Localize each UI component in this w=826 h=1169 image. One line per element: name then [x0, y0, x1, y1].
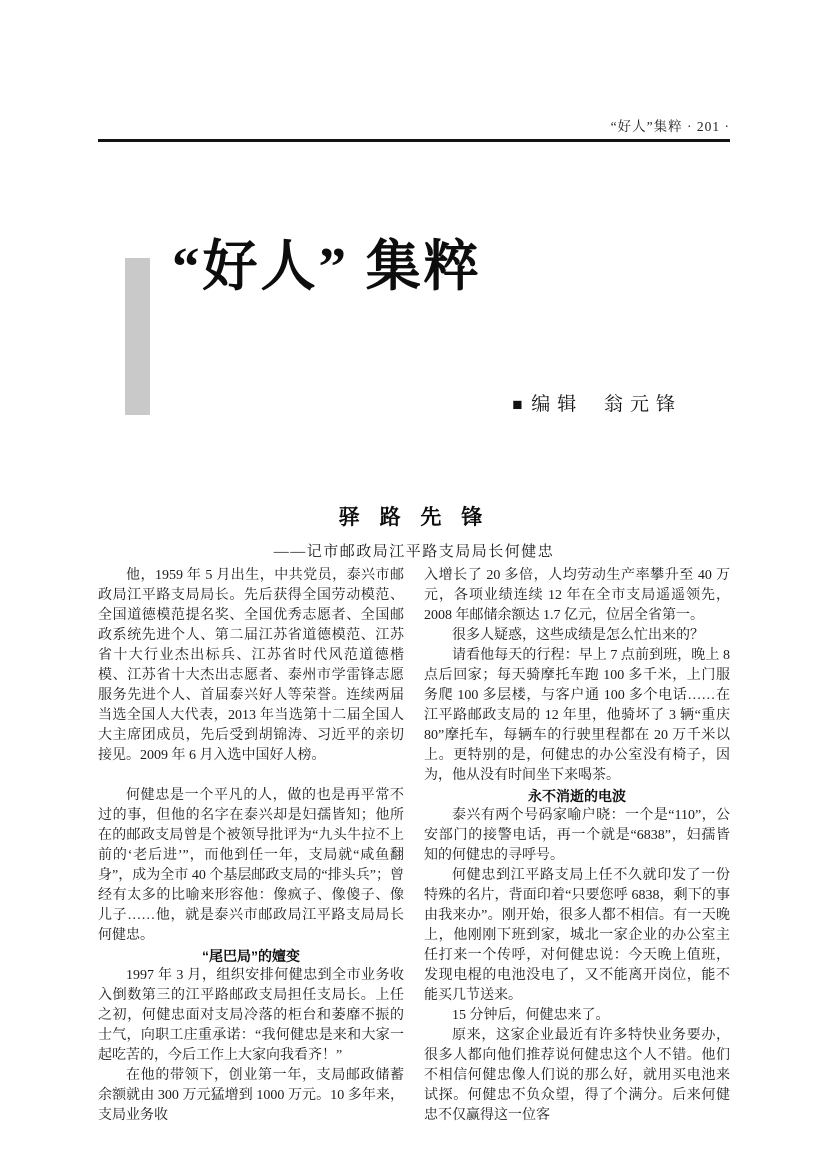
editor-name: 翁元锋	[603, 394, 682, 415]
article-subtitle: ——记市邮政局江平路支局局长何健忠	[273, 544, 555, 560]
accent-bar	[125, 258, 150, 415]
masthead	[98, 222, 730, 432]
article-header	[98, 501, 730, 561]
article-body	[98, 566, 730, 1126]
paragraph: 何健忠是一个平凡的人，做的也是再平常不过的事，但他的名字在泰兴却是妇孺皆知；他所在的邮政支局曾是个被领导批评为“九头牛拉不上前的‘老后进’”，而他到任一年，支局就“咸鱼翻身”，成为全市 40 个基层邮政支局的“排头兵”；曾经有太多的比喻来形容他：像疯子、像傻子、像儿子……他，就是泰兴市邮政局江平路支局局长何健忠。	[98, 788, 404, 943]
paragraph: 在他的带领下，创业第一年，支局邮政储蓄余额就由 300 万元猛增到 1000 万元。10 多年来，支局业务收	[98, 1068, 404, 1123]
article-title: 驿 路 先 锋	[338, 506, 490, 529]
section-heading: “尾巴局”的嬗变	[202, 948, 300, 964]
paragraph: 15 分钟后，何健忠来了。	[452, 1008, 610, 1023]
paragraph: 很多人疑惑，这些成绩是怎么忙出来的？	[452, 628, 704, 643]
section-heading: 永不消逝的电波	[528, 788, 626, 804]
header-rule	[98, 139, 730, 142]
paragraph: 原来，这家企业最近有许多特快业务要办，很多人都向他们推荐说何健忠这个人不错。他们不相信何健忠像人们说的那么好，就用买电池来试探。何健忠不负众望，得了个满分。后来何健忠不仅赢得这一位客	[424, 1028, 730, 1123]
paragraph: 入增长了 20 多倍，人均劳动生产率攀升至 40 万元，各项业绩连续 12 年在全市支局遥遥领先，2008 年邮储余额达 1.7 亿元，位居全省第一。	[424, 568, 730, 623]
paragraph: 他，1959 年 5 月出生，中共党员，泰兴市邮政局江平路支局局长。先后获得全国劳动模范、全国道德模范提名奖、全国优秀志愿者、全国邮政系统先进个人、第二届江苏省道德模范、江苏省十大行业杰出标兵、江苏省时代风范道德楷模、江苏省十大杰出志愿者、泰州市学雷锋志愿服务先进个人、首届泰兴好人等荣誉。连续两届当选全国人大代表，2013 年当选第十二届全国人大主席团成员，先后受到胡锦涛、习近平的亲切接见。2009 年 6 月入选中国好人榜。	[98, 568, 404, 763]
left-column	[98, 566, 404, 1126]
paragraph: 请看他每天的行程：早上 7 点前到班，晚上 8 点后回家；每天骑摩托车跑 100 多千米，上门服务爬 100 多层楼，与客户通 100 多个电话……在江平路邮政支局的 12 年里，他骑坏了 3 辆“重庆 80”摩托车，每辆车的行驶里程都在 20 万千米以上。更特别的是，何健忠的办公室没有椅子，因为，他从没有时间坐下来喝茶。	[424, 648, 730, 783]
running-header: “好人”集粹 · 201 ·	[610, 119, 730, 134]
paragraph: 1997 年 3 月，组织安排何健忠到全市业务收入倒数第三的江平路邮政支局担任支局长。上任之初，何健忠面对支局冷落的柜台和萎靡不振的士气，向职工庄重承诺：“我何健忠是来和大家一起吃苦的，今后工作上大家向我看齐！”	[98, 968, 404, 1063]
page-title: “好人” 集粹	[172, 236, 482, 297]
paragraph: 何健忠到江平路支局上任不久就印发了一份特殊的名片，背面印着“只要您呼 6838，剩下的事由我来办”。刚开始，很多人都不相信。有一天晚上，他刚刚下班到家，城北一家企业的办公室主任打来一个传呼，对何健忠说：今天晚上值班，发现电棍的电池没电了，又不能离开岗位，能不能买几节送来。	[424, 868, 730, 1003]
paragraph: 泰兴有两个号码家喻户晓：一个是“110”，公安部门的接警电话，再一个就是“6838”，妇孺皆知的何健忠的寻呼号。	[424, 808, 730, 863]
editor-label: 编辑	[531, 394, 584, 415]
square-bullet-icon: ■	[512, 395, 523, 414]
editor-credit	[512, 389, 682, 416]
right-column	[424, 566, 730, 1126]
